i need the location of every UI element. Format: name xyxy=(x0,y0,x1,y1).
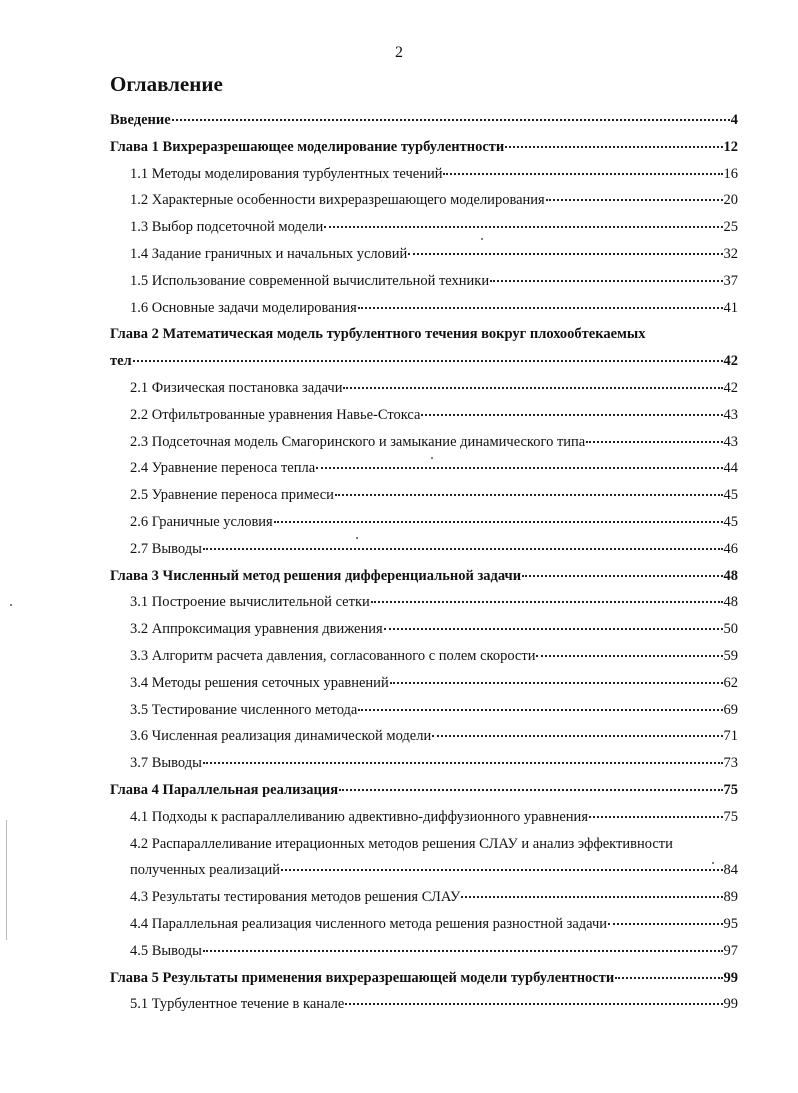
toc-entry-label: 3.4 Методы решения сеточных уравнений xyxy=(130,674,389,691)
toc-entry-page: 20 xyxy=(723,192,738,209)
toc-entry-page: 73 xyxy=(723,755,738,772)
toc-entry-section-2-4[interactable] xyxy=(110,455,738,482)
toc-title: Оглавление xyxy=(110,72,223,96)
dot-leader xyxy=(522,561,722,577)
toc-entry-page: 59 xyxy=(723,647,738,664)
scan-speck xyxy=(356,537,358,539)
toc-entry-page: 99 xyxy=(723,996,738,1013)
toc-entry-section-4-4[interactable] xyxy=(110,911,738,938)
toc-entry-label: 2.3 Подсеточная модель Смагоринского и замыкание динамического типа xyxy=(130,433,586,450)
toc-entry-section-1-2[interactable] xyxy=(110,187,738,214)
toc-entry-chapter-2-line2[interactable] xyxy=(110,348,738,375)
dot-leader xyxy=(589,802,723,818)
toc-entry-page: 62 xyxy=(723,674,738,691)
toc-entry-label: 3.1 Построение вычислительной сетки xyxy=(130,594,370,611)
toc-entry-label: 2.7 Выводы xyxy=(130,540,202,557)
toc-entry-section-2-3[interactable] xyxy=(110,429,738,456)
toc-entry-label: 1.5 Использование современной вычислительной техники xyxy=(130,272,490,289)
dot-leader xyxy=(505,132,722,148)
toc-entry-chapter-5[interactable] xyxy=(110,965,738,992)
toc-entry-page: 43 xyxy=(723,433,738,450)
toc-entry-section-1-1[interactable] xyxy=(110,161,738,188)
toc-entry-section-3-2[interactable] xyxy=(110,616,738,643)
toc-entry-page: 48 xyxy=(723,594,738,611)
toc-entry-page: 71 xyxy=(723,728,738,745)
dot-leader xyxy=(335,480,723,496)
dot-leader xyxy=(421,400,722,416)
page-number: 2 xyxy=(395,44,403,61)
dot-leader xyxy=(274,507,723,523)
toc-entry-section-4-5[interactable] xyxy=(110,938,738,965)
dot-leader xyxy=(432,721,722,737)
toc-entry-page: 99 xyxy=(723,969,738,986)
toc-entry-label: 4.4 Параллельная реализация численного метода решения разностной задачи xyxy=(130,915,608,932)
dot-leader xyxy=(203,534,723,550)
scan-speck xyxy=(712,862,714,864)
dot-leader xyxy=(384,614,723,630)
toc-entry-page: 75 xyxy=(723,781,738,798)
toc-entry-section-2-2[interactable] xyxy=(110,402,738,429)
toc-entry-section-4-2-line2[interactable] xyxy=(110,857,738,884)
dot-leader xyxy=(358,293,723,309)
toc-entry-label: 4.1 Подходы к распараллеливанию адвективно-диффузионного уравнения xyxy=(130,808,588,825)
dot-leader xyxy=(339,775,722,791)
dot-leader xyxy=(608,909,722,925)
toc-entry-label: Глава 3 Численный метод решения дифференциальной задачи xyxy=(110,567,522,584)
toc-entry-label: 1.2 Характерные особенности вихреразрешающего моделирования xyxy=(130,192,545,209)
dot-leader xyxy=(461,882,722,898)
toc-entry-page: 75 xyxy=(723,808,738,825)
toc-entry-page: 69 xyxy=(723,701,738,718)
dot-leader xyxy=(345,989,722,1005)
toc-entry-section-4-1[interactable] xyxy=(110,804,738,831)
toc-entry-section-3-7[interactable] xyxy=(110,750,738,777)
scan-speck xyxy=(481,238,483,240)
dot-leader xyxy=(408,239,722,255)
dot-leader xyxy=(443,159,722,175)
toc-entry-section-4-2-line1[interactable] xyxy=(110,831,738,858)
toc-entry-section-2-1[interactable] xyxy=(110,375,738,402)
dot-leader xyxy=(133,346,723,362)
dot-leader xyxy=(358,695,722,711)
scan-speck xyxy=(10,604,12,606)
toc-entry-page: 84 xyxy=(723,862,738,879)
toc-entry-page: 46 xyxy=(723,540,738,557)
toc-entry-label: 3.5 Тестирование численного метода xyxy=(130,701,358,718)
toc-entry-label: 4.2 Распараллеливание итерационных методов решения СЛАУ и анализ эффективности xyxy=(130,835,673,852)
dot-leader xyxy=(343,373,722,389)
toc-entry-section-3-5[interactable] xyxy=(110,697,738,724)
toc-entry-section-3-6[interactable] xyxy=(110,723,738,750)
toc-entry-chapter-2-line1[interactable] xyxy=(110,321,738,348)
toc-entry-section-3-3[interactable] xyxy=(110,643,738,670)
toc-entry-label: Глава 2 Математическая модель турбулентного течения вокруг плохообтекаемых xyxy=(110,326,646,343)
toc-entry-chapter-4[interactable] xyxy=(110,777,738,804)
toc-entry-page: 25 xyxy=(723,219,738,236)
dot-leader xyxy=(371,587,723,603)
toc-entry-page: 44 xyxy=(723,460,738,477)
toc-entry-page: 42 xyxy=(723,353,738,370)
dot-leader xyxy=(316,453,722,469)
toc-entry-label: 4.3 Результаты тестирования методов решения СЛАУ xyxy=(130,889,461,906)
toc-entry-section-5-1[interactable] xyxy=(110,991,738,1018)
toc-entry-page: 4 xyxy=(730,112,738,128)
toc-entry-label: 4.5 Выводы xyxy=(130,942,202,959)
toc-entry-page: 89 xyxy=(723,889,738,906)
table-of-contents xyxy=(110,107,738,1018)
toc-entry-section-2-5[interactable] xyxy=(110,482,738,509)
toc-entry-label: 3.6 Численная реализация динамической модели xyxy=(130,728,432,745)
dot-leader xyxy=(490,266,722,282)
toc-entry-label: 3.3 Алгоритм расчета давления, согласованного с полем скорости xyxy=(130,647,536,664)
scan-speck xyxy=(431,457,433,459)
toc-entry-section-4-3[interactable] xyxy=(110,884,738,911)
toc-entry-label: 1.1 Методы моделирования турбулентных течений xyxy=(130,165,443,182)
toc-entry-section-3-1[interactable] xyxy=(110,589,738,616)
toc-entry-section-1-6[interactable] xyxy=(110,295,738,322)
toc-entry-page: 32 xyxy=(723,245,738,262)
toc-entry-page: 45 xyxy=(723,487,738,504)
toc-entry-label: 2.2 Отфильтрованные уравнения Навье-Стокса xyxy=(130,406,421,423)
toc-entry-page: 37 xyxy=(723,272,738,289)
toc-entry-chapter-3[interactable] xyxy=(110,563,738,590)
dot-leader xyxy=(536,641,722,657)
dot-leader xyxy=(390,668,723,684)
toc-entry-label: 2.6 Граничные условия xyxy=(130,513,273,530)
toc-entry-label: 2.4 Уравнение переноса тепла xyxy=(130,460,316,477)
toc-entry-section-1-3[interactable] xyxy=(110,214,738,241)
toc-entry-section-2-6[interactable] xyxy=(110,509,738,536)
dot-leader xyxy=(172,105,730,121)
toc-entry-page: 95 xyxy=(723,915,738,932)
toc-entry-page: 16 xyxy=(723,165,738,182)
toc-entry-label: полученных реализаций xyxy=(130,862,281,879)
toc-entry-label: Введение xyxy=(110,112,171,128)
toc-entry-section-3-4[interactable] xyxy=(110,670,738,697)
dot-leader xyxy=(324,212,722,228)
toc-entry-label: 5.1 Турбулентное течение в канале xyxy=(130,996,345,1013)
toc-entry-label: тел xyxy=(110,353,132,370)
dot-leader xyxy=(281,855,722,871)
toc-entry-label: 2.5 Уравнение переноса примеси xyxy=(130,487,334,504)
toc-entry-page: 12 xyxy=(723,138,738,155)
toc-entry-section-1-5[interactable] xyxy=(110,268,738,295)
toc-entry-label: 1.3 Выбор подсеточной модели xyxy=(130,219,324,236)
toc-entry-section-1-4[interactable] xyxy=(110,241,738,268)
scan-margin-line xyxy=(6,820,7,940)
dot-leader xyxy=(203,748,723,764)
toc-entry-label: Глава 1 Вихреразрешающее моделирование турбулентности xyxy=(110,138,505,155)
toc-entry-chapter-1[interactable] xyxy=(110,134,738,161)
toc-entry-label: Глава 4 Параллельная реализация xyxy=(110,781,339,798)
toc-entry-label: 1.4 Задание граничных и начальных условий xyxy=(130,245,408,262)
toc-entry-page: 41 xyxy=(723,299,738,316)
toc-entry-page: 50 xyxy=(723,621,738,638)
toc-entry-page: 42 xyxy=(723,379,738,396)
toc-entry-label: 1.6 Основные задачи моделирования xyxy=(130,299,357,316)
toc-entry-page: 48 xyxy=(723,567,738,584)
toc-entry-page: 97 xyxy=(723,942,738,959)
dot-leader xyxy=(615,963,722,979)
dot-leader xyxy=(203,936,723,952)
toc-entry-page: 45 xyxy=(723,513,738,530)
toc-entry-intro[interactable] xyxy=(110,107,738,134)
toc-entry-label: 2.1 Физическая постановка задачи xyxy=(130,379,343,396)
toc-entry-label: Глава 5 Результаты применения вихреразрешающей модели турбулентности xyxy=(110,969,615,986)
toc-entry-section-2-7[interactable] xyxy=(110,536,738,563)
dot-leader xyxy=(546,185,723,201)
toc-entry-page: 43 xyxy=(723,406,738,423)
toc-entry-label: 3.7 Выводы xyxy=(130,755,202,772)
toc-entry-label: 3.2 Аппроксимация уравнения движения xyxy=(130,621,383,638)
dot-leader xyxy=(586,427,722,443)
